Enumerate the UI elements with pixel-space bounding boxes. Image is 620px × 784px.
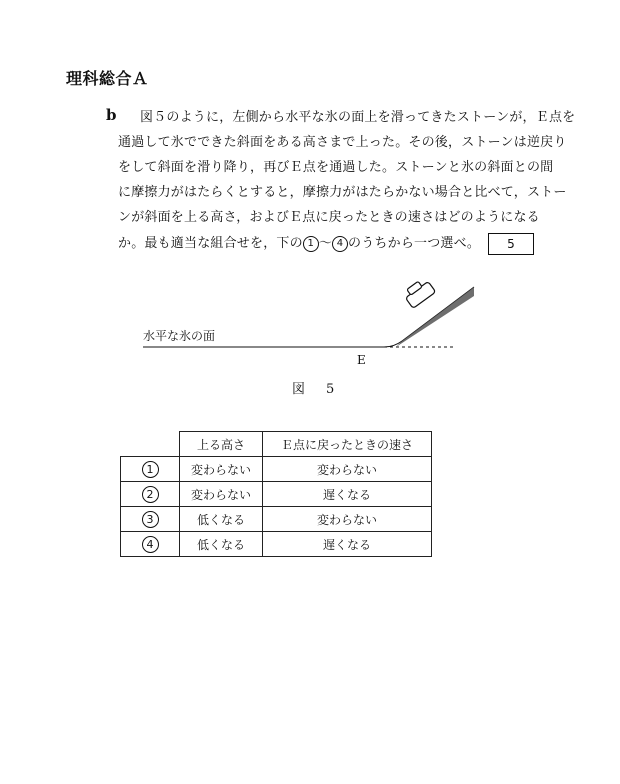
choice-number: 4 xyxy=(142,536,159,553)
question-text-after: のうちから一つ選べ。 xyxy=(348,236,481,251)
question-text-before: か。最も適当な組合せを，下の xyxy=(118,236,303,251)
choice-number: 2 xyxy=(142,486,159,503)
speed-cell: 遅くなる xyxy=(263,482,432,507)
choice-range-end-number: 4 xyxy=(332,236,348,252)
question-label: b xyxy=(106,106,117,124)
choice-number: 3 xyxy=(142,511,159,528)
table-row xyxy=(121,507,432,532)
point-e-label: E xyxy=(357,353,366,367)
question-text-line-5: ンが斜面を上る高さ，およびＥ点に戻ったときの速さはどのようになる xyxy=(118,210,540,225)
question-text-line-4: に摩擦力がはたらくとすると，摩擦力がはたらかない場合と比べて，ストー xyxy=(118,185,567,200)
table-row xyxy=(121,482,432,507)
height-cell: 変わらない xyxy=(180,457,263,482)
stone xyxy=(402,277,436,309)
choice-range-separator: ～ xyxy=(318,236,333,251)
figure-caption: 図 5 xyxy=(292,382,339,397)
ice-surface-label: 水平な氷の面 xyxy=(143,329,216,343)
choice-number: 1 xyxy=(142,461,159,478)
table-header-blank xyxy=(121,432,180,457)
height-cell: 変わらない xyxy=(180,482,263,507)
choice-number-cell xyxy=(121,457,180,482)
question-text-line-3: をして斜面を滑り降り，再びＥ点を通過した。ストーンと氷の斜面との間 xyxy=(118,160,554,175)
table-header-speed: Ｅ点に戻ったときの速さ xyxy=(263,432,432,457)
speed-cell: 遅くなる xyxy=(263,532,432,557)
answer-choices-table xyxy=(120,431,432,557)
question-text-line-2: 通過して氷でできた斜面をある高さまで上った。その後，ストーンは逆戻り xyxy=(118,135,567,150)
table-row xyxy=(121,532,432,557)
height-cell: 低くなる xyxy=(180,532,263,557)
question-text-line-1: 図５のように，左側から水平な氷の面上を滑ってきたストーンが，Ｅ点を xyxy=(140,110,576,125)
choice-number-cell xyxy=(121,532,180,557)
height-cell: 低くなる xyxy=(180,507,263,532)
answer-number-box: 5 xyxy=(488,233,534,255)
table-row xyxy=(121,457,432,482)
choice-range-start-number: 1 xyxy=(303,236,319,252)
page-header: 理科総合Ａ xyxy=(66,69,149,88)
table-header-row xyxy=(121,432,432,457)
choice-number-cell xyxy=(121,507,180,532)
speed-cell: 変わらない xyxy=(263,457,432,482)
choice-number-cell xyxy=(121,482,180,507)
table-header-height: 上る高さ xyxy=(180,432,263,457)
speed-cell: 変わらない xyxy=(263,507,432,532)
